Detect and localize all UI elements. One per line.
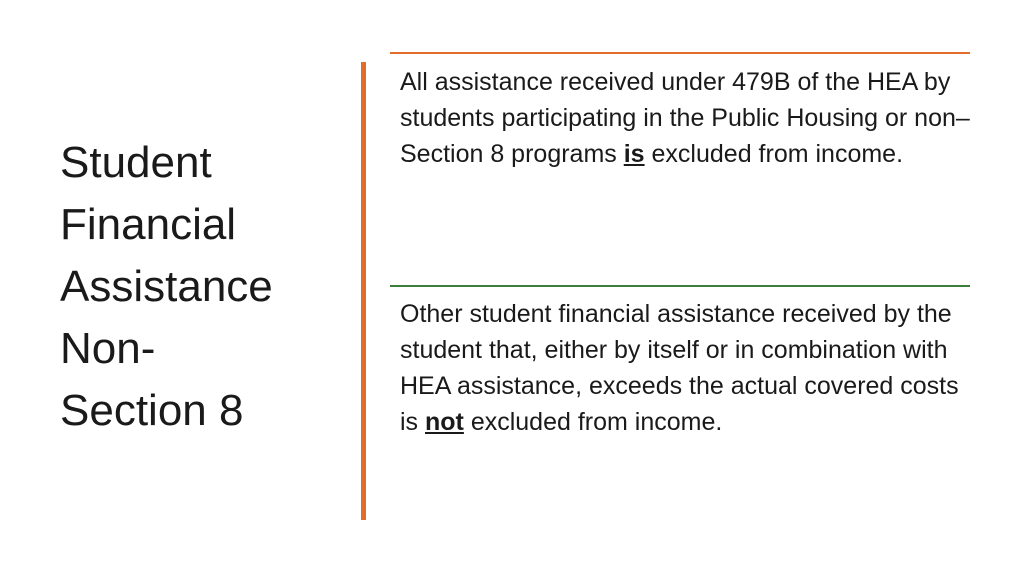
paragraph-2-end: excluded from income. bbox=[463, 408, 723, 436]
top-divider bbox=[390, 52, 970, 54]
paragraph-2-text: Other student financial assistance received by the student that, either by itself or in combination with HEA assistance, exceeds the actual covered costs is bbox=[400, 300, 959, 436]
title-line-2: Financial bbox=[60, 200, 237, 249]
paragraph-1-end: excluded from income. bbox=[644, 140, 904, 168]
slide-title bbox=[60, 132, 350, 442]
paragraph-2-emphasis: not bbox=[425, 408, 464, 436]
title-line-1: Student bbox=[60, 138, 212, 187]
paragraph-1-text: All assistance received under 479B of the HEA by students participating in the Public Housing or non–Section 8 programs bbox=[400, 68, 970, 168]
vertical-accent-bar bbox=[361, 62, 366, 520]
paragraph-1-emphasis: is bbox=[623, 140, 645, 168]
middle-divider bbox=[390, 285, 970, 287]
title-line-4: Non- bbox=[60, 324, 156, 373]
income-inclusion-paragraph bbox=[400, 296, 970, 440]
title-line-3: Assistance bbox=[60, 262, 273, 311]
title-line-5: Section 8 bbox=[60, 386, 244, 435]
income-exclusion-paragraph bbox=[400, 64, 970, 172]
